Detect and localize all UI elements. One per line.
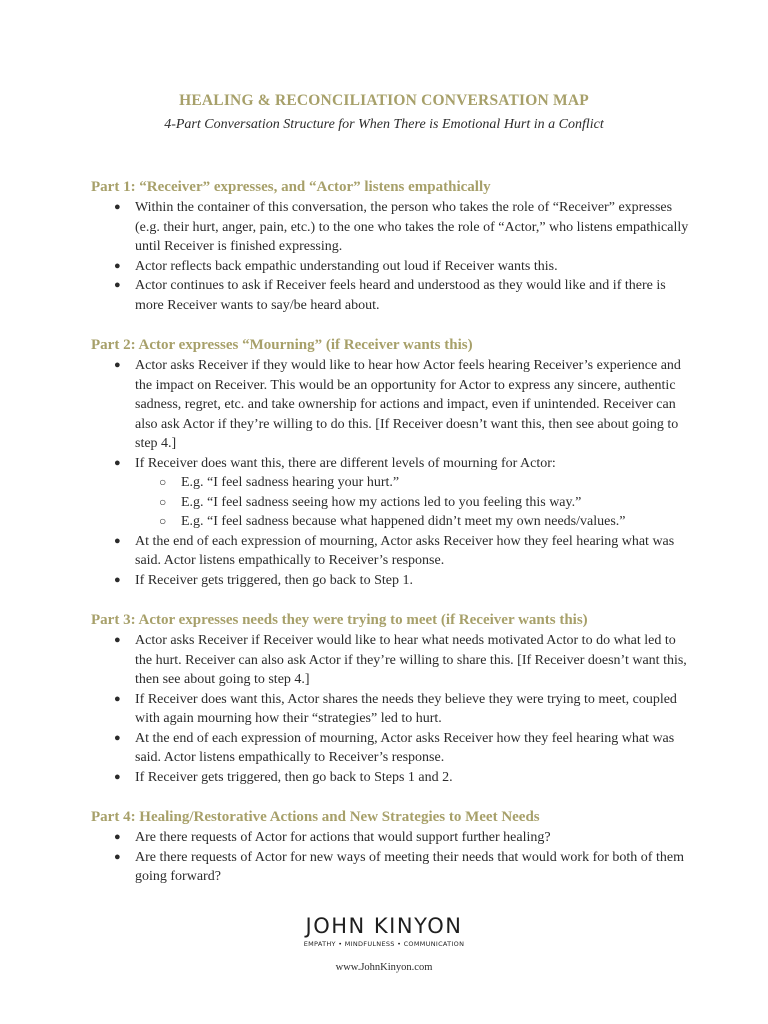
- bullet-dot-icon: ●: [114, 279, 121, 291]
- bullet-dot-icon: ●: [114, 770, 121, 783]
- list-item: [91, 768, 691, 788]
- bullet-dot-icon: ●: [114, 534, 121, 547]
- list-item: [91, 276, 691, 315]
- document-body: [91, 176, 691, 906]
- bullet-list: [91, 631, 691, 787]
- section-part-4: [91, 806, 691, 887]
- list-item-text: If Receiver does want this, there are different levels of mourning for Actor:: [135, 455, 556, 471]
- list-item-text: If Receiver gets triggered, then go back to Steps 1 and 2.: [135, 769, 453, 785]
- list-item-text: Within the container of this conversation, the person who takes the role of “Receiver” expresses (e.g. their hurt, anger, pain, etc.) to the one who takes the role of “Actor,” who listens empathically until Receiver is finished expressing.: [135, 200, 689, 254]
- section-part-1: [91, 176, 691, 315]
- bullet-dot-icon: ●: [114, 831, 121, 843]
- sub-list-item-text: E.g. “I feel sadness seeing how my actions led to you feeling this way.”: [181, 494, 582, 510]
- list-item: [91, 356, 691, 454]
- list-item-text: If Receiver gets triggered, then go back to Step 1.: [135, 572, 413, 588]
- list-item-text: At the end of each expression of mourning, Actor asks Receiver how they feel hearing what was said. Actor listens empathically to Receiver’s response.: [135, 730, 675, 765]
- bullet-list: [91, 198, 691, 315]
- sub-list-item: [135, 473, 691, 493]
- section-heading: Part 1: “Receiver” expresses, and “Actor” listens empathically: [91, 179, 491, 195]
- list-item-text: Are there requests of Actor for actions that would support further healing?: [135, 830, 551, 845]
- bullet-dot-icon: ●: [114, 634, 121, 646]
- bullet-dot-icon: ●: [114, 692, 121, 705]
- list-item: [91, 454, 691, 532]
- section-part-3: [91, 609, 691, 787]
- list-item-text: If Receiver does want this, Actor shares the needs they believe they were trying to meet, coupled with again mourning how their “strategies” led to hurt.: [135, 691, 677, 726]
- list-item-text: Actor asks Receiver if Receiver would like to hear what needs motivated Actor to do what led to the hurt. Receiver can also ask Actor if they’re willing to share this. [If Receiver doesn’t want this, then see about going to step 4.]: [135, 633, 687, 687]
- bullet-circle-icon: ○: [159, 494, 167, 509]
- section-part-2: [91, 334, 691, 590]
- sub-bullet-list: [135, 473, 691, 532]
- list-item: [91, 257, 691, 277]
- list-item: [91, 690, 691, 729]
- list-item: [91, 828, 691, 848]
- logo-tagline: EMPATHY • MINDFULNESS • COMMUNICATION: [303, 940, 465, 948]
- list-item-text: Are there requests of Actor for new ways of meeting their needs that would work for both of them going forward?: [135, 849, 684, 884]
- sub-list-item-text: E.g. “I feel sadness hearing your hurt.”: [181, 475, 400, 490]
- bullet-dot-icon: ●: [114, 259, 121, 272]
- bullet-dot-icon: ●: [114, 201, 121, 213]
- list-item-text: Actor asks Receiver if they would like to hear how Actor feels hearing Receiver’s experience and the impact on Receiver. This would be an opportunity for Actor to express any sincere, authentic sadness, regret, etc. and take ownership for actions and impact, even if unintended. Receiver can also ask Actor if they’re willing to do this. [If Receiver doesn’t want this, then see about going to step 4.]: [135, 358, 681, 451]
- bullet-list: [91, 828, 691, 887]
- list-item: [91, 198, 691, 257]
- sub-list-item: [135, 493, 691, 513]
- bullet-circle-icon: ○: [159, 514, 167, 528]
- bullet-dot-icon: ●: [114, 456, 121, 469]
- list-item: [91, 571, 691, 591]
- section-heading: Part 3: Actor expresses needs they were trying to meet (if Receiver wants this): [91, 612, 588, 628]
- list-item: [91, 729, 691, 768]
- document-title: HEALING & RECONCILIATION CONVERSATION MAP: [179, 92, 589, 109]
- section-heading: Part 4: Healing/Restorative Actions and New Strategies to Meet Needs: [91, 809, 540, 825]
- bullet-dot-icon: ●: [114, 850, 121, 863]
- list-item: [91, 532, 691, 571]
- bullet-dot-icon: ●: [114, 359, 121, 371]
- logo-name: JOHN KINYON: [305, 914, 463, 938]
- list-item-text: Actor continues to ask if Receiver feels heard and understood as they would like and if there is more Receiver wants to say/be heard about.: [135, 278, 666, 313]
- bullet-list: [91, 356, 691, 590]
- bullet-circle-icon: ○: [159, 475, 167, 489]
- section-heading: Part 2: Actor expresses “Mourning” (if Receiver wants this): [91, 337, 473, 353]
- list-item-text: Actor reflects back empathic understanding out loud if Receiver wants this.: [135, 258, 558, 274]
- list-item: [91, 631, 691, 690]
- bullet-dot-icon: ●: [114, 731, 121, 744]
- list-item: [91, 848, 691, 887]
- bullet-dot-icon: ●: [114, 573, 121, 586]
- brand-logo: [0, 914, 768, 949]
- list-item-text: At the end of each expression of mourning, Actor asks Receiver how they feel hearing what was said. Actor listens empathically to Receiver’s response.: [135, 533, 675, 568]
- document-subtitle: 4-Part Conversation Structure for When There is Emotional Hurt in a Conflict: [164, 117, 604, 132]
- sub-list-item: [135, 512, 691, 532]
- website-link[interactable]: www.JohnKinyon.com: [335, 962, 433, 973]
- sub-list-item-text: E.g. “I feel sadness because what happened didn’t meet my own needs/values.”: [181, 514, 626, 529]
